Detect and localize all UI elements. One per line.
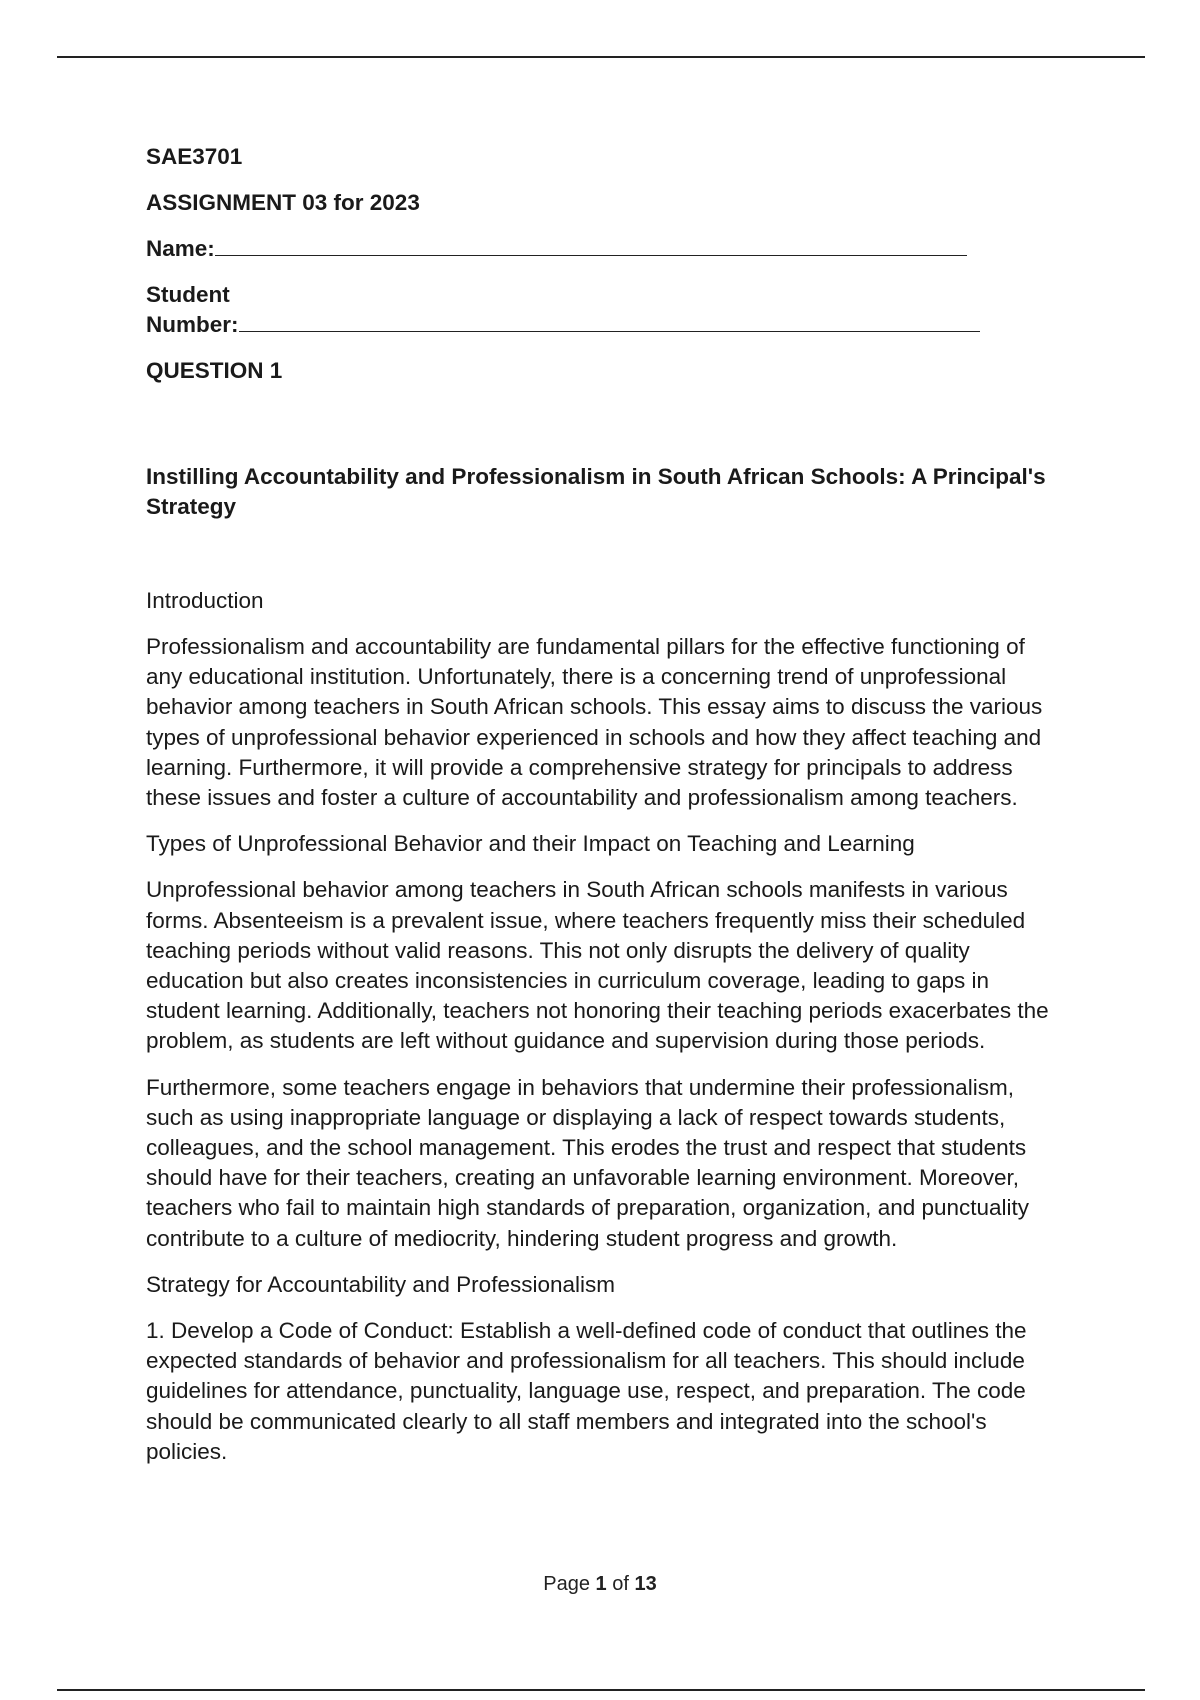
paragraph: 1. Develop a Code of Conduct: Establish a well-defined code of conduct that outlines the expected standards of behavior and professionalism for all teachers. This should include guidelines for attendance, punctuality, language use, respect, and preparation. The code should be communicated clearly to all staff members and integrated into the school's policies. (146, 1318, 1027, 1464)
name-label: Name: (146, 236, 215, 261)
name-field (146, 234, 1066, 264)
essay-title: Instilling Accountability and Professionalism in South African Schools: A Principal's Strategy (146, 464, 1046, 519)
page-of: of (612, 1573, 629, 1595)
page-total: 13 (634, 1573, 657, 1595)
page-word: Page (543, 1573, 590, 1595)
section-heading: Introduction (146, 588, 264, 613)
document-body (146, 142, 1066, 1483)
name-blank-line (215, 235, 967, 256)
paragraph: Furthermore, some teachers engage in behaviors that undermine their professionalism, such as using inappropriate language or displaying a lack of respect towards students, colleagues, and the school management. This erodes the trust and respect that students should have for their teachers, creating an unfavorable learning environment. Moreover, teachers who fail to maintain high standards of preparation, organization, and punctuality contribute to a culture of mediocrity, hindering student progress and growth. (146, 1074, 1030, 1251)
bottom-rule (57, 1689, 1145, 1691)
student-label-line1: Student (146, 282, 230, 307)
question-heading: QUESTION 1 (146, 358, 283, 383)
course-code: SAE3701 (146, 144, 243, 169)
section-heading: Types of Unprofessional Behavior and their Impact on Teaching and Learning (146, 831, 915, 857)
paragraph: Unprofessional behavior among teachers in South African schools manifests in various forms. Absenteeism is a prevalent issue, where teachers frequently miss their scheduled teaching periods without valid reasons. This not only disrupts the delivery of quality education but also creates inconsistencies in curriculum coverage, leading to gaps in student learning. Additionally, teachers not honoring their teaching periods exacerbates the problem, as students are left without guidance and supervision during those periods. (146, 877, 1049, 1054)
page-footer (0, 1573, 1200, 1596)
page-current: 1 (595, 1573, 607, 1595)
top-rule (57, 56, 1145, 58)
student-number-blank-line (239, 311, 980, 332)
student-label-line2: Number: (146, 312, 239, 337)
paragraph: Professionalism and accountability are fundamental pillars for the effective functioning of any educational institution. Unfortunately, there is a concerning trend of unprofessional behavior among teachers in South African schools. This essay aims to discuss the various types of unprofessional behavior experienced in schools and how they affect teaching and learning. Furthermore, it will provide a comprehensive strategy for principals to address these issues and foster a culture of accountability and professionalism among teachers. (146, 634, 1043, 811)
section-heading: Strategy for Accountability and Professionalism (146, 1271, 615, 1297)
student-number-field (146, 280, 1066, 340)
assignment-title: ASSIGNMENT 03 for 2023 (146, 190, 420, 215)
